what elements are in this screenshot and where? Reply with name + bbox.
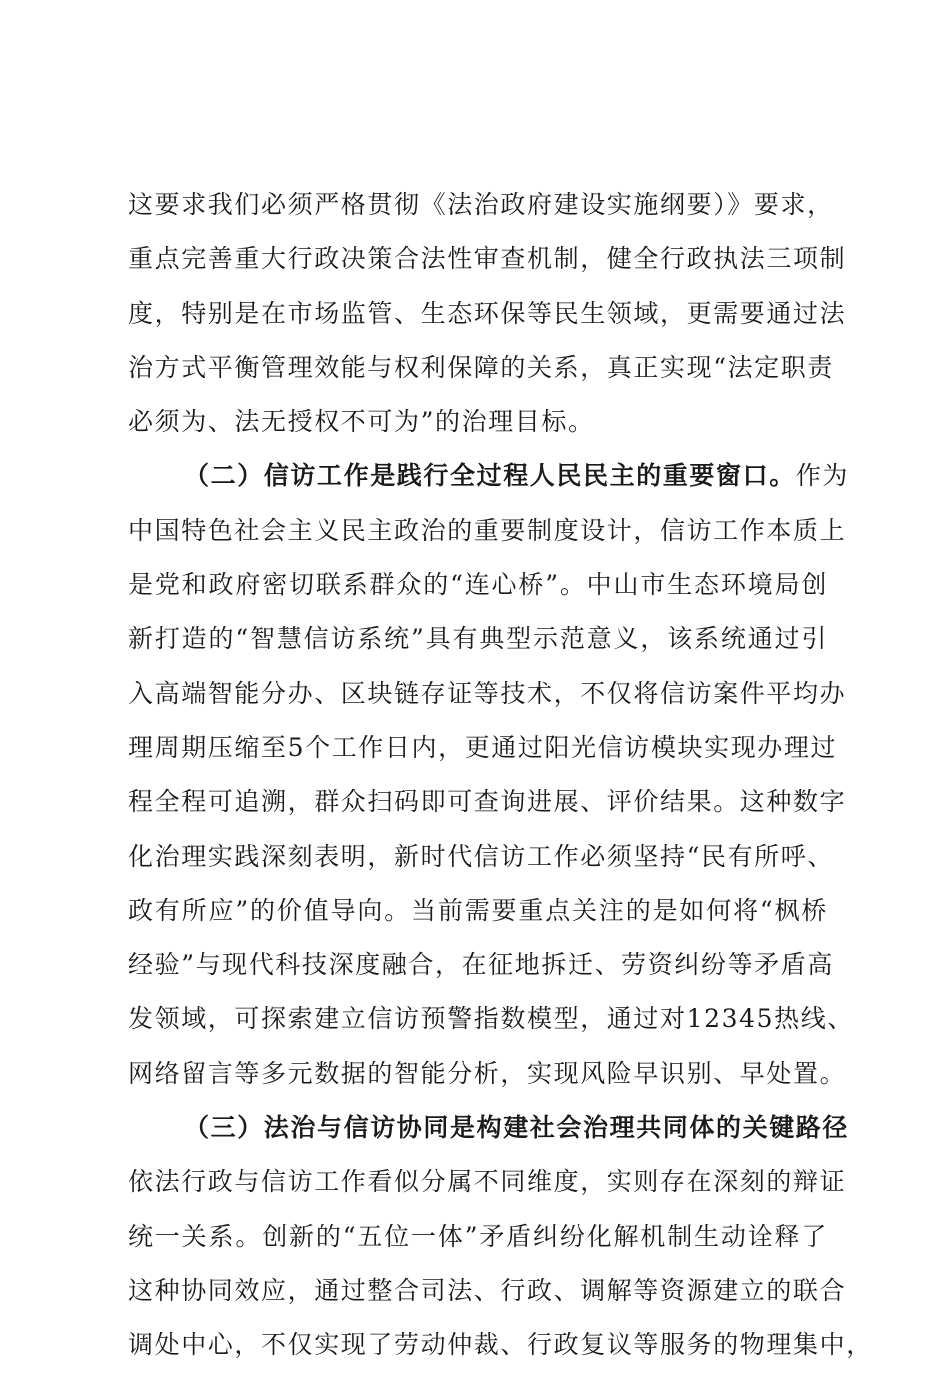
text-line: 政有所应”的价值导向。当前需要重点关注的是如何将“枫桥 — [128, 895, 828, 925]
section-2-first-line — [128, 449, 850, 503]
text-line: 必须为、法无授权不可为”的治理目标。 — [128, 407, 595, 437]
text-line: 新打造的“智慧信访系统”具有典型示范意义，该系统通过引 — [128, 624, 828, 654]
section-2-heading: （二）信访工作是践行全过程人民民主的重要窗口。 — [184, 461, 796, 491]
text-line: 化治理实践深刻表明，新时代信访工作必须坚持“民有所呼、 — [128, 841, 834, 871]
text-line: 治方式平衡管理效能与权利保障的关系，真正实现“法定职责 — [128, 352, 834, 382]
text-line: 经验”与现代科技深度融合，在征地拆迁、劳资纠纷等矛盾高 — [128, 950, 834, 980]
text-line: 这要求我们必须严格贯彻《法治政府建设实施纲要）》要求， — [128, 190, 834, 219]
text-line: 重点完善重大行政决策合法性审查机制，健全行政执法三项制 — [128, 244, 847, 274]
text-line: 入高端智能分办、区块链存证等技术，不仅将信访案件平均办 — [128, 678, 847, 708]
text-line: 是党和政府密切联系群众的“连心桥”。中山市生态环境局创 — [128, 570, 828, 600]
section-3-heading: （三）法治与信访协同是构建社会治理共同体的关键路径 — [184, 1113, 850, 1143]
text-line: 中国特色社会主义民主政治的重要制度设计，信访工作本质上 — [128, 515, 847, 545]
text-line: 发领域，可探索建立信访预警指数模型，通过对12345热线、 — [128, 1004, 854, 1034]
text-line: 程全程可追溯，群众扫码即可查询进展、评价结果。这种数字 — [128, 787, 847, 817]
section-2-first-line-rest: 作为 — [795, 461, 850, 491]
body-text — [128, 178, 873, 1373]
text-line: 网络留言等多元数据的智能分析，实现风险早识别、早处置。 — [128, 1058, 847, 1088]
text-line: 统一关系。创新的“五位一体”矛盾纠纷化解机制生动诠释了 — [128, 1221, 828, 1251]
text-line: 理周期压缩至5个工作日内，更通过阳光信访模块实现办理过 — [128, 732, 838, 762]
text-line: 依法行政与信访工作看似分属不同维度，实则存在深刻的辩证 — [128, 1167, 847, 1197]
text-line: 调处中心，不仅实现了劳动仲裁、行政复议等服务的物理集中， — [128, 1330, 873, 1360]
text-line: 度，特别是在市场监管、生态环保等民生领域，更需要通过法 — [128, 298, 847, 328]
text-line: 这种协同效应，通过整合司法、行政、调解等资源建立的联合 — [128, 1275, 847, 1305]
